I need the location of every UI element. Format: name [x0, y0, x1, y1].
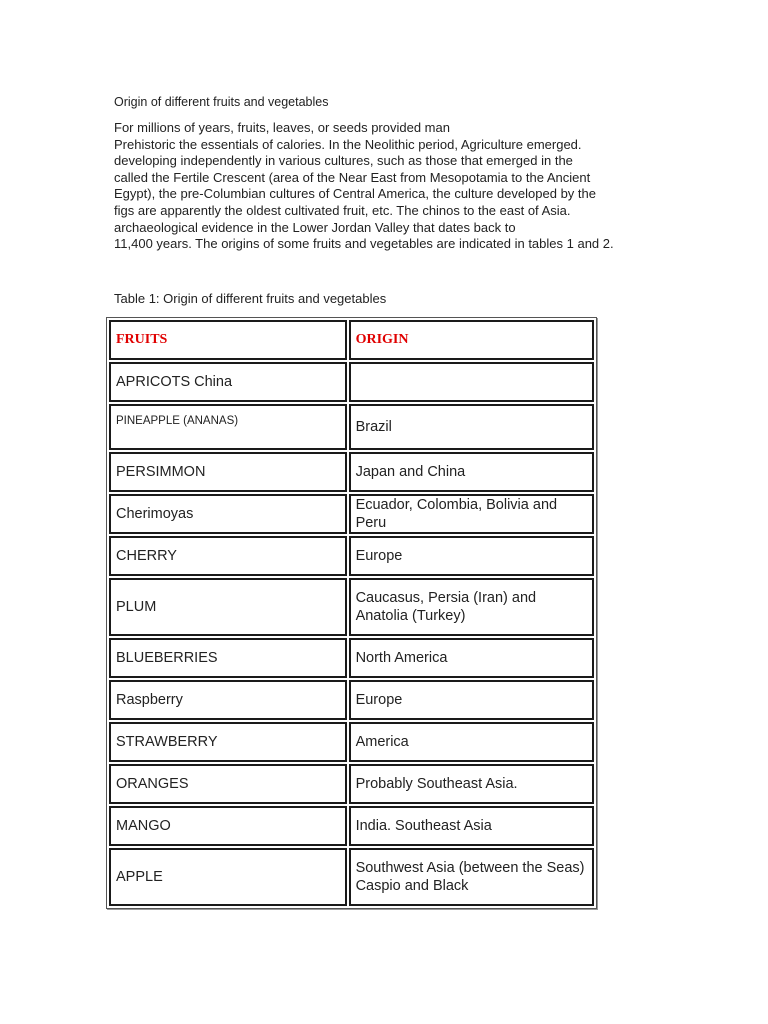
- intro-line: For millions of years, fruits, leaves, or seeds provided man: [114, 120, 450, 135]
- table-row: [109, 638, 594, 678]
- origin-cell: Europe: [349, 536, 594, 576]
- table-row: [109, 404, 594, 450]
- fruit-cell: APRICOTS China: [109, 362, 347, 402]
- table-row: [109, 362, 594, 402]
- document-title: Origin of different fruits and vegetables: [114, 95, 329, 109]
- fruit-cell: MANGO: [109, 806, 347, 846]
- fruit-origin-table: [106, 317, 597, 909]
- origin-cell: Southwest Asia (between the Seas) Caspio and Black: [349, 848, 594, 906]
- origin-cell: India. Southeast Asia: [349, 806, 594, 846]
- intro-line: figs are apparently the oldest cultivated fruit, etc. The chinos to the east of Asia.: [114, 202, 571, 218]
- fruit-cell: STRAWBERRY: [109, 722, 347, 762]
- table-row: [109, 494, 594, 534]
- table-row: [109, 578, 594, 636]
- origin-cell: Europe: [349, 680, 594, 720]
- intro-line: Prehistoric the essentials of calories. In the Neolithic period, Agriculture emerged.: [114, 136, 582, 152]
- intro-line: Egypt), the pre-Columbian cultures of Central America, the culture developed by the: [114, 186, 596, 202]
- intro-line: called the Fertile Crescent (area of the Near East from Mesopotamia to the Ancient: [114, 169, 591, 185]
- origin-cell: America: [349, 722, 594, 762]
- origin-column-header: ORIGIN: [349, 320, 594, 360]
- intro-line: 11,400 years. The origins of some fruits and vegetables are indicated in tables 1 and 2.: [114, 236, 614, 252]
- origin-cell: Caucasus, Persia (Iran) and Anatolia (Turkey): [349, 578, 594, 636]
- table-row: [109, 722, 594, 762]
- intro-line: archaeological evidence in the Lower Jordan Valley that dates back to: [114, 219, 516, 235]
- table-caption: Table 1: Origin of different fruits and vegetables: [114, 291, 387, 306]
- origin-cell: Probably Southeast Asia.: [349, 764, 594, 804]
- fruits-column-header: FRUITS: [109, 320, 347, 360]
- table-row: [109, 536, 594, 576]
- origin-cell: Ecuador, Colombia, Bolivia and Peru: [349, 494, 594, 534]
- origin-cell: [349, 362, 594, 402]
- table-header-row: [109, 320, 594, 360]
- fruit-cell: PINEAPPLE (ANANAS): [109, 404, 347, 450]
- origin-cell: North America: [349, 638, 594, 678]
- fruit-cell: ORANGES: [109, 764, 347, 804]
- fruit-cell: Raspberry: [109, 680, 347, 720]
- fruit-cell: APPLE: [109, 848, 347, 906]
- fruit-cell: CHERRY: [109, 536, 347, 576]
- table-row: [109, 764, 594, 804]
- fruit-cell: PLUM: [109, 578, 347, 636]
- origin-cell: Brazil: [349, 404, 594, 450]
- table-row: [109, 680, 594, 720]
- table-row: [109, 806, 594, 846]
- table-row: [109, 848, 594, 906]
- origin-cell: Japan and China: [349, 452, 594, 492]
- intro-paragraph: [114, 120, 674, 253]
- fruit-cell: PERSIMMON: [109, 452, 347, 492]
- intro-line: developing independently in various cultures, such as those that emerged in the: [114, 153, 573, 169]
- fruit-cell: BLUEBERRIES: [109, 638, 347, 678]
- fruit-cell: Cherimoyas: [109, 494, 347, 534]
- table-row: [109, 452, 594, 492]
